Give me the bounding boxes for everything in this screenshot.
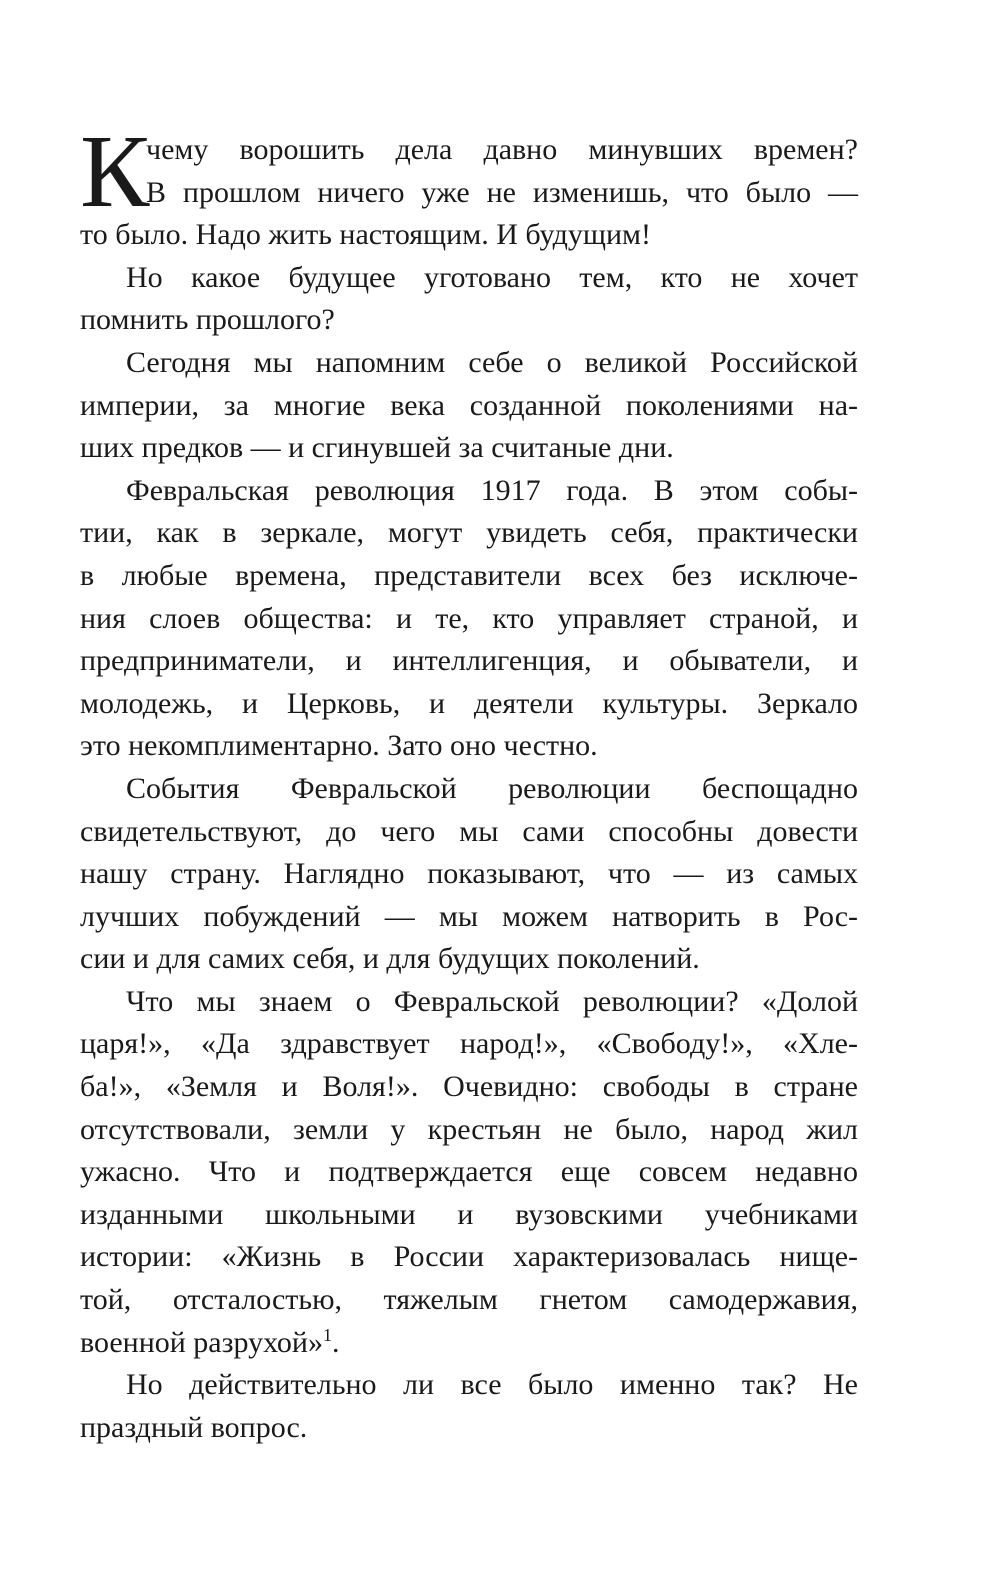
text-line: это некомплиментарно. Зато оно честно. — [80, 729, 598, 763]
text-line: чему ворошить дела давно минувших времен? — [146, 133, 858, 166]
text-line: сии и для самих себя, и для будущих поколений. — [80, 942, 700, 976]
text-line: в любые времена, представители всех без исключе- — [80, 558, 858, 592]
text-line: той, отсталостью, тяжелым гнетом самодержавия, — [80, 1283, 858, 1317]
text-line: империи, за многие века созданной поколениями на- — [80, 388, 858, 422]
footnote-marker: 1 — [323, 1324, 332, 1345]
text-line: предприниматели, и интеллигенция, и обыватели, и — [80, 644, 858, 678]
body-text — [80, 114, 858, 1449]
text-line: ших предков — и сгинувшей за считаные дни. — [80, 431, 674, 465]
text-line: нашу страну. Наглядно показывают, что — из самых — [80, 857, 858, 891]
text-line: ния слоев общества: и те, кто управляет страной, и — [80, 601, 858, 635]
text-line: тии, как в зеркале, могут увидеть себя, практически — [80, 516, 858, 550]
text-line: праздный вопрос. — [80, 1410, 308, 1444]
text-line: События Февральской революции беспощадно — [126, 771, 858, 805]
text-line: В прошлом ничего уже не изменишь, что было — — [146, 175, 858, 209]
text-line: истории: «Жизнь в России характеризовалась нище- — [80, 1240, 858, 1274]
text-line: отсутствовали, земли у крестьян не было, народ жил — [80, 1112, 858, 1146]
text-line: лучших побуждений — мы можем натворить в Рос- — [80, 899, 858, 933]
text-line: помнить прошлого? — [80, 303, 335, 337]
drop-cap-letter: К — [80, 114, 150, 229]
text-line: военной разрухой»$^1$. — [80, 1324, 340, 1359]
text-line: то было. Надо жить настоящим. И будущим! — [80, 218, 651, 252]
text-line: Февральская революция 1917 года. В этом собы- — [126, 473, 858, 507]
text-line: Сегодня мы напомним себе о великой Российской — [126, 345, 858, 379]
text-line: ба!», «Земля и Воля!». Очевидно: свободы в стране — [80, 1070, 858, 1104]
text-line: изданными школьными и вузовскими учебниками — [80, 1197, 858, 1231]
text-line: Что мы знаем о Февральской революции? «Долой — [126, 984, 858, 1018]
text-line: Но какое будущее уготовано тем, кто не хочет — [126, 260, 858, 294]
text-line: Но действительно ли все было именно так? Не — [126, 1368, 858, 1402]
text-line: ужасно. Что и подтверждается еще совсем недавно — [80, 1155, 858, 1189]
text-line: молодежь, и Церковь, и деятели культуры. Зеркало — [80, 686, 858, 720]
text-line: свидетельствуют, до чего мы сами способны довести — [80, 814, 858, 848]
text-line: царя!», «Да здравствует народ!», «Свободу!», «Хле- — [80, 1027, 858, 1061]
